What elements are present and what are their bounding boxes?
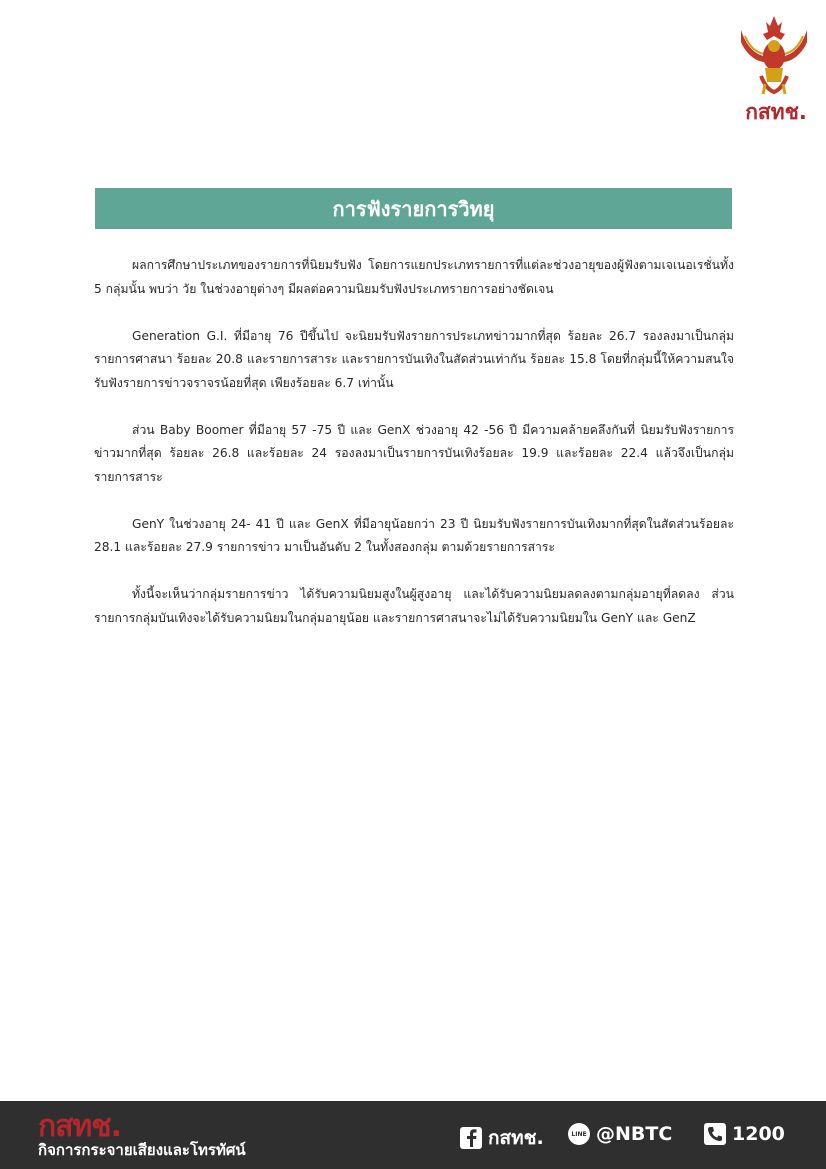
facebook-icon — [460, 1127, 482, 1149]
paragraph-generation-gi: Generation G.I. ที่มีอายุ 76 ปีขึ้นไป จะนิยมรับฟังรายการประเภทข่าวมากที่สุด ร้อยละ 26.7 รองลงมาเป็นกลุ่มรายการศาสนา ร้อยละ 20.8 และรายการสาระ และรายการบันเทิงในสัดส่วนเท่ากัน ร้อยละ 15.8 โดยที่กลุ่มนี้ให้ความสนใจรับฟังรายการข่าวจราจรน้อยที่สุด เพียงร้อยละ 6.7 เท่านั้น — [94, 328, 734, 390]
paragraph-geny: GenY ในช่วงอายุ 24- 41 ปี และ GenX ที่มีอายุน้อยกว่า 23 ปี นิยมรับฟังรายการบันเทิงมากที่สุดในสัดส่วนร้อยละ 28.1 และร้อยละ 27.9 รายการข่าว มาเป็นอันดับ 2 ในทั้งสองกลุ่ม ตามด้วยรายการสาระ — [94, 516, 734, 554]
footer-bar — [0, 1101, 826, 1169]
footer-subtitle: กิจการกระจายเสียงและโทรทัศน์ — [38, 1141, 246, 1159]
paragraph-summary: ทั้งนี้จะเห็นว่ากลุ่มรายการข่าว ได้รับความนิยมสูงในผู้สูงอายุ และได้รับความนิยมลดลงตามกลุ่มอายุที่ลดลง ส่วนรายการกลุ่มบันเทิงจะได้รับความนิยมในกลุ่มอายุน้อย และรายการศาสนาจะไม่ได้รับความนิยมใน GenY และ GenZ — [94, 587, 734, 625]
section-title: การฟังรายการวิทยุ — [332, 196, 495, 221]
facebook-link[interactable] — [460, 1123, 544, 1153]
phone-icon — [704, 1123, 726, 1145]
phone-label: 1200 — [732, 1123, 785, 1145]
line-link[interactable] — [568, 1123, 672, 1145]
paragraph-intro: ผลการศึกษาประเภทของรายการที่นิยมรับฟัง โดยการแยกประเภทรายการที่แต่ละช่วงอายุของผู้ฟังตามเจเนอเรชั่นทั้ง 5 กลุ่มนั้น พบว่า วัย ในช่วงอายุต่างๆ มีผลต่อความนิยมรับฟังประเภทรายการอย่างชัดเจน — [94, 258, 734, 296]
line-label: @NBTC — [596, 1123, 673, 1145]
line-icon: LINE — [568, 1123, 590, 1145]
paragraph-baby-boomer-genx: ส่วน Baby Boomer ที่มีอายุ 57 -75 ปี และ GenX ช่วงอายุ 42 -56 ปี มีความคล้ายคลึงกันที่ นิยมรับฟังรายการข่าวมากที่สุด ร้อยละ 26.8 และร้อยละ 24 รองลงมาเป็นรายการบันเทิงร้อยละ 19.9 และร้อยละ 22.4 แล้วจึงเป็นกลุ่มรายการสาระ — [94, 422, 734, 484]
brand-logo-text: กสทช. — [745, 100, 807, 124]
document-body — [94, 254, 734, 654]
facebook-label: กสทช. — [488, 1127, 544, 1149]
footer-logo-text: กสทช. — [38, 1109, 122, 1144]
phone-link[interactable] — [704, 1123, 785, 1145]
section-title-banner — [95, 188, 732, 229]
